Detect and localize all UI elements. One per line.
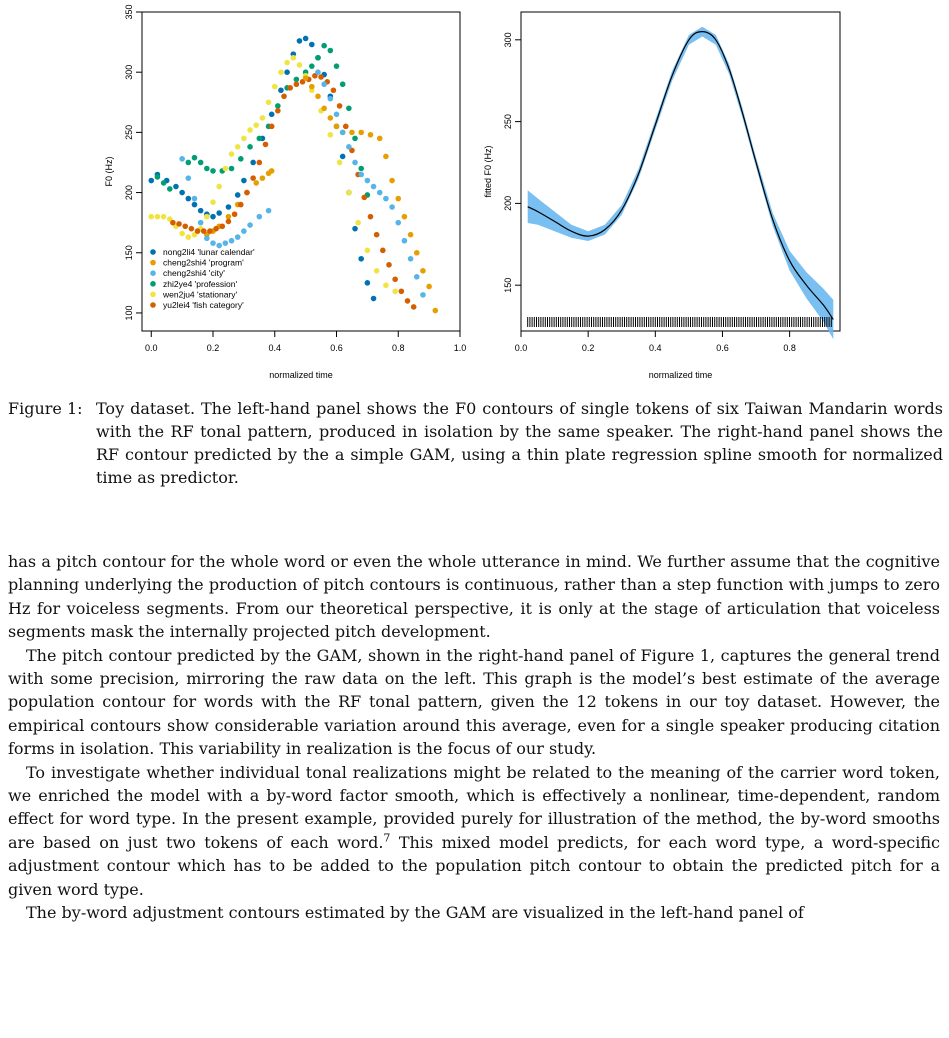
data-point	[389, 204, 395, 210]
left-y-tick-label: 300	[124, 64, 134, 80]
paragraph-3-part-2: This mixed model predicts, for each word type, a word-specific adjustment contour which has to be added to the population pitch contour to obtain the predicted pitch for a given word type.	[8, 832, 940, 899]
data-point	[321, 81, 327, 87]
data-point	[148, 214, 154, 220]
data-point	[405, 298, 411, 304]
data-point	[210, 168, 216, 174]
data-point	[170, 220, 176, 226]
right-y-tick-label: 200	[503, 195, 513, 211]
paragraph-2: The pitch contour predicted by the GAM, shown in the right-hand panel of Figure 1, captures the general trend with some precision, mirroring the raw data on the left. This graph is the model’s best estimate of the average population contour for words with the RF tonal pattern, given the 12 tokens in our toy dataset. However, the empirical contours show considerable variation around this average, even for a single speaker producing citation forms in isolation. This variability in realization is the focus of our study.	[8, 645, 940, 759]
paragraph-4: The by-word adjustment contours estimated by the GAM are visualized in the left-hand panel of	[26, 903, 804, 923]
data-point	[198, 220, 204, 226]
data-point	[352, 226, 358, 232]
data-point	[241, 228, 247, 234]
legend-marker	[150, 270, 156, 276]
data-point	[167, 186, 173, 192]
legend-label: cheng2shi4 'city'	[163, 268, 225, 279]
data-point	[395, 220, 401, 226]
figure-svg	[0, 0, 949, 385]
right-y-axis-label: fitted F0 (Hz)	[483, 145, 493, 198]
data-point	[420, 268, 426, 274]
data-point	[278, 69, 284, 75]
data-point	[328, 48, 334, 54]
legend-label: zhi2ye4 'profession'	[163, 278, 238, 289]
rug-marks	[528, 317, 832, 327]
left-y-axis-label: F0 (Hz)	[104, 156, 114, 187]
data-point	[294, 81, 300, 87]
data-point	[389, 178, 395, 184]
data-point	[297, 62, 303, 68]
data-point	[328, 115, 334, 121]
data-point	[269, 168, 275, 174]
data-point	[186, 160, 192, 166]
figure-caption	[8, 397, 943, 489]
data-point	[148, 178, 154, 184]
data-point	[173, 184, 179, 190]
data-point	[235, 234, 241, 240]
data-point	[294, 77, 300, 83]
data-point	[238, 156, 244, 162]
paragraph-3-part-1: To investigate whether individual tonal realizations might be related to the meaning of the carrier word token, we enriched the model with a by-word factor smooth, which is effectively a nonlinear, time-dependent, random effect for word type. In the present example, provided purely for illustration of the method, the by-word smooths are based on just two tokens of each word.	[8, 762, 940, 852]
data-point	[337, 160, 343, 166]
right-x-tick-label: 0.8	[783, 343, 796, 353]
data-point	[346, 106, 352, 112]
right-x-axis-label: normalized time	[648, 370, 713, 380]
data-point	[195, 228, 201, 234]
data-point	[235, 192, 241, 198]
data-point	[201, 228, 207, 234]
data-point	[355, 220, 361, 226]
data-point	[257, 136, 263, 142]
fitted-contour-line	[528, 32, 834, 320]
data-point	[340, 130, 346, 136]
paragraph-3	[8, 761, 940, 901]
data-point	[275, 103, 281, 109]
data-point	[266, 208, 272, 214]
data-point	[340, 81, 346, 87]
data-point	[377, 136, 383, 142]
paragraph-1: has a pitch contour for the whole word or even the whole utterance in mind. We further assume that the cognitive planning underlying the production of pitch contours is continuous, rather than a step function with jumps to zero Hz for voiceless segments. From our theoretical perspective, it is only at the stage of articulation that voiceless segments mask the internally projected pitch development.	[8, 552, 940, 642]
data-point	[334, 124, 340, 130]
data-point	[161, 180, 167, 186]
figure-1	[0, 0, 949, 385]
data-point	[216, 184, 222, 190]
data-point	[210, 199, 216, 205]
data-point	[340, 154, 346, 160]
data-point	[346, 190, 352, 196]
data-point	[253, 180, 259, 186]
legend-label: nong2li4 'lunar calendar'	[163, 247, 255, 257]
data-point	[232, 211, 238, 217]
data-point	[223, 240, 229, 246]
data-point	[284, 69, 290, 75]
data-point	[290, 55, 296, 61]
data-point	[297, 38, 303, 44]
data-point	[272, 84, 278, 90]
data-point	[244, 190, 250, 196]
legend-marker	[150, 302, 156, 308]
data-point	[365, 248, 371, 254]
data-point	[365, 280, 371, 286]
data-point	[216, 210, 222, 216]
legend-label: cheng2shi4 'program'	[163, 257, 244, 268]
data-point	[349, 130, 355, 136]
left-x-tick-label: 0.8	[391, 343, 405, 353]
left-x-tick-label: 0.0	[145, 343, 158, 353]
right-x-tick-label: 0.0	[514, 343, 528, 353]
data-point	[426, 284, 432, 290]
data-point	[352, 160, 358, 166]
data-point	[315, 93, 321, 99]
data-point	[318, 74, 324, 80]
right-x-tick-label: 0.6	[716, 343, 729, 353]
data-point	[328, 96, 334, 102]
caption-text: Toy dataset. The left-hand panel shows the F0 contours of single tokens of six Taiwan Mandarin words with the RF tonal pattern, produced in isolation by the same speaker. The right-hand panel shows the RF contour predicted by the a simple GAM, using a thin plate regression spline smooth for normalized time as predictor.	[96, 399, 943, 487]
data-point	[226, 204, 232, 210]
right-y-tick-label: 300	[503, 32, 513, 48]
data-point	[229, 166, 235, 172]
left-y-tick-label: 150	[124, 245, 134, 261]
legend-marker	[150, 249, 156, 255]
left-panel	[104, 4, 466, 380]
data-point	[161, 214, 167, 220]
data-point	[377, 190, 383, 196]
data-point	[198, 208, 204, 214]
data-point	[176, 221, 182, 227]
left-x-tick-label: 0.4	[268, 343, 282, 353]
data-point	[226, 219, 232, 225]
data-point	[321, 43, 327, 49]
footnote-marker: 7	[383, 831, 391, 845]
data-point	[210, 214, 216, 220]
legend-label: wen2ju4 'stationary'	[163, 289, 238, 300]
data-point	[287, 85, 293, 91]
data-point	[315, 69, 321, 75]
data-point	[368, 132, 374, 138]
data-point	[226, 214, 232, 220]
data-point	[414, 274, 420, 280]
data-point	[402, 214, 408, 220]
data-point	[235, 144, 241, 150]
left-x-tick-label: 0.6	[330, 343, 343, 353]
data-point	[241, 178, 247, 184]
data-point	[402, 238, 408, 244]
left-y-tick-label: 100	[124, 305, 134, 321]
caption-label: Figure 1:	[8, 399, 83, 418]
data-point	[275, 108, 281, 114]
data-point	[250, 160, 256, 166]
data-point	[260, 115, 266, 121]
legend-marker	[150, 260, 156, 266]
data-point	[257, 214, 263, 220]
data-point	[368, 214, 374, 220]
left-x-tick-label: 0.2	[206, 343, 220, 353]
right-y-tick-label: 250	[503, 114, 513, 130]
data-point	[260, 175, 266, 181]
data-point	[358, 166, 364, 172]
data-point	[303, 36, 309, 42]
data-point	[386, 262, 392, 268]
data-point	[263, 142, 269, 148]
data-point	[186, 234, 192, 240]
data-point	[334, 63, 340, 69]
data-point	[343, 124, 349, 130]
data-point	[383, 196, 389, 202]
data-point	[204, 214, 210, 220]
data-point	[371, 184, 377, 190]
data-point	[204, 166, 210, 172]
data-point	[408, 232, 414, 238]
data-point	[380, 248, 386, 254]
data-point	[408, 256, 414, 262]
data-point	[321, 106, 327, 112]
data-point	[247, 127, 253, 133]
data-point	[399, 288, 405, 294]
data-point	[192, 202, 198, 208]
data-point	[223, 166, 229, 172]
data-point	[309, 84, 315, 90]
data-point	[238, 202, 244, 208]
data-point	[192, 196, 198, 202]
confidence-band	[528, 27, 834, 340]
data-point	[414, 250, 420, 256]
left-y-tick-label: 350	[124, 4, 134, 20]
data-point	[346, 144, 352, 150]
data-point	[371, 296, 377, 302]
data-point	[358, 172, 364, 178]
data-point	[186, 196, 192, 202]
data-point	[331, 87, 337, 93]
data-point	[247, 144, 253, 150]
right-x-tick-label: 0.2	[581, 343, 595, 353]
data-point	[241, 136, 247, 142]
data-point	[278, 87, 284, 93]
data-point	[420, 292, 426, 298]
data-point	[155, 174, 161, 180]
data-point	[374, 268, 380, 274]
data-point	[392, 276, 398, 282]
data-point	[229, 238, 235, 244]
data-point	[411, 304, 417, 310]
left-y-tick-label: 250	[124, 124, 134, 140]
data-point	[337, 103, 343, 109]
data-point	[281, 93, 287, 99]
data-point	[303, 75, 309, 81]
data-point	[210, 240, 216, 246]
data-point	[186, 175, 192, 181]
data-point	[253, 122, 259, 128]
right-panel	[483, 12, 840, 380]
data-point	[328, 132, 334, 138]
data-point	[334, 112, 340, 118]
data-point	[257, 160, 263, 166]
data-point	[395, 196, 401, 202]
data-point	[358, 256, 364, 262]
data-point	[309, 63, 315, 69]
data-point	[361, 195, 367, 201]
data-point	[383, 154, 389, 160]
legend-marker	[150, 292, 156, 298]
data-point	[266, 99, 272, 105]
data-point	[392, 288, 398, 294]
left-x-tick-label: 1.0	[453, 343, 467, 353]
data-point	[155, 214, 161, 220]
data-point	[182, 223, 188, 229]
data-point	[284, 60, 290, 66]
left-x-axis-label: normalized time	[269, 370, 333, 380]
left-y-tick-label: 200	[124, 185, 134, 201]
legend-label: yu2lei4 'fish category'	[163, 300, 244, 310]
data-point	[192, 155, 198, 161]
data-point	[269, 124, 275, 130]
data-point	[198, 160, 204, 166]
data-point	[179, 156, 185, 162]
data-point	[204, 236, 210, 242]
data-point	[247, 222, 253, 228]
data-point	[374, 232, 380, 238]
right-y-tick-label: 150	[503, 277, 513, 293]
body-text	[8, 550, 940, 925]
data-point	[315, 55, 321, 61]
data-point	[219, 223, 225, 229]
data-point	[179, 231, 185, 237]
legend-marker	[150, 281, 156, 287]
data-point	[207, 228, 213, 234]
data-point	[433, 308, 439, 314]
data-point	[352, 136, 358, 142]
data-point	[179, 190, 185, 196]
data-point	[309, 42, 315, 48]
data-point	[365, 178, 371, 184]
data-point	[358, 130, 364, 136]
data-point	[189, 226, 195, 232]
data-point	[250, 175, 256, 181]
data-point	[213, 226, 219, 232]
data-point	[269, 112, 275, 118]
data-point	[229, 151, 235, 157]
data-point	[383, 282, 389, 288]
right-x-tick-label: 0.4	[649, 343, 662, 353]
